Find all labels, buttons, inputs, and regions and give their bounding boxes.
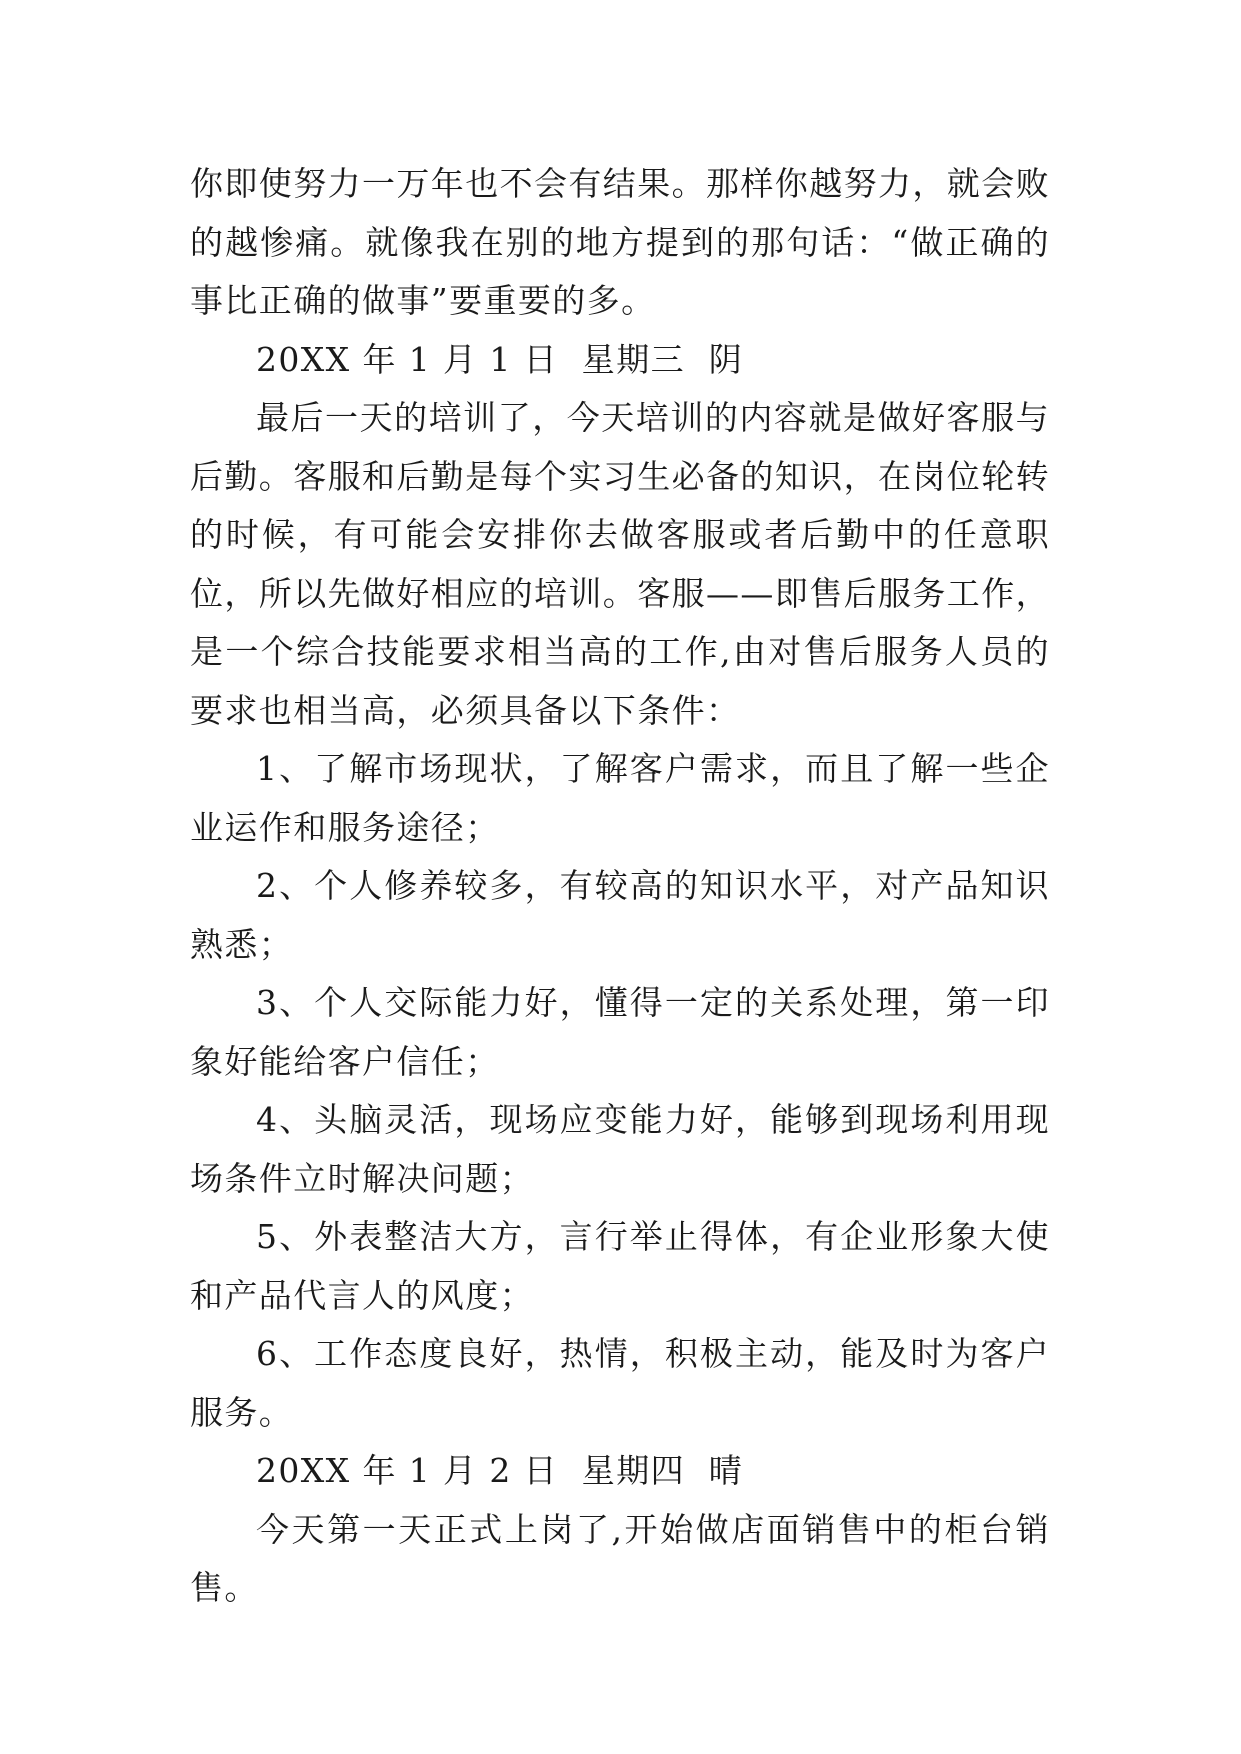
paragraph-training-summary: 最后一天的培训了，今天培训的内容就是做好客服与后勤。客服和后勤是每个实习生必备的知识，在岗位轮转的时候，有可能会安排你去做客服或者后勤中的任意职位，所以先做好相应的培训。客服——即售后服务工作，是一个综合技能要求相当高的工作,由对售后服务人员的要求也相当高，必须具备以下条件：: [190, 398, 1050, 730]
diary-date-heading: 20XX 年 1 月 2 日 星期四 晴: [256, 1451, 744, 1490]
list-item: 4、头脑灵活，现场应变能力好，能够到现场利用现场条件立时解决问题；: [190, 1100, 1050, 1198]
document-body: [190, 155, 1050, 1618]
list-item: 5、外表整洁大方，言行举止得体，有企业形象大使和产品代言人的风度；: [190, 1217, 1050, 1315]
paragraph-first-day: 今天第一天正式上岗了,开始做店面销售中的柜台销售。: [190, 1509, 1050, 1607]
list-item: 1、了解市场现状，了解客户需求，而且了解一些企业运作和服务途径；: [190, 749, 1050, 847]
list-item: 2、个人修养较多，有较高的知识水平，对产品知识熟悉；: [190, 866, 1050, 964]
list-item: 3、个人交际能力好，懂得一定的关系处理，第一印象好能给客户信任；: [190, 983, 1050, 1081]
paragraph-continuation: 你即使努力一万年也不会有结果。那样你越努力，就会败的越惨痛。就像我在别的地方提到的那句话：“做正确的事比正确的做事”要重要的多。: [190, 164, 1050, 320]
diary-date-heading: 20XX 年 1 月 1 日 星期三 阴: [256, 339, 744, 379]
list-item: 6、工作态度良好，热情，积极主动，能及时为客户服务。: [190, 1334, 1050, 1432]
